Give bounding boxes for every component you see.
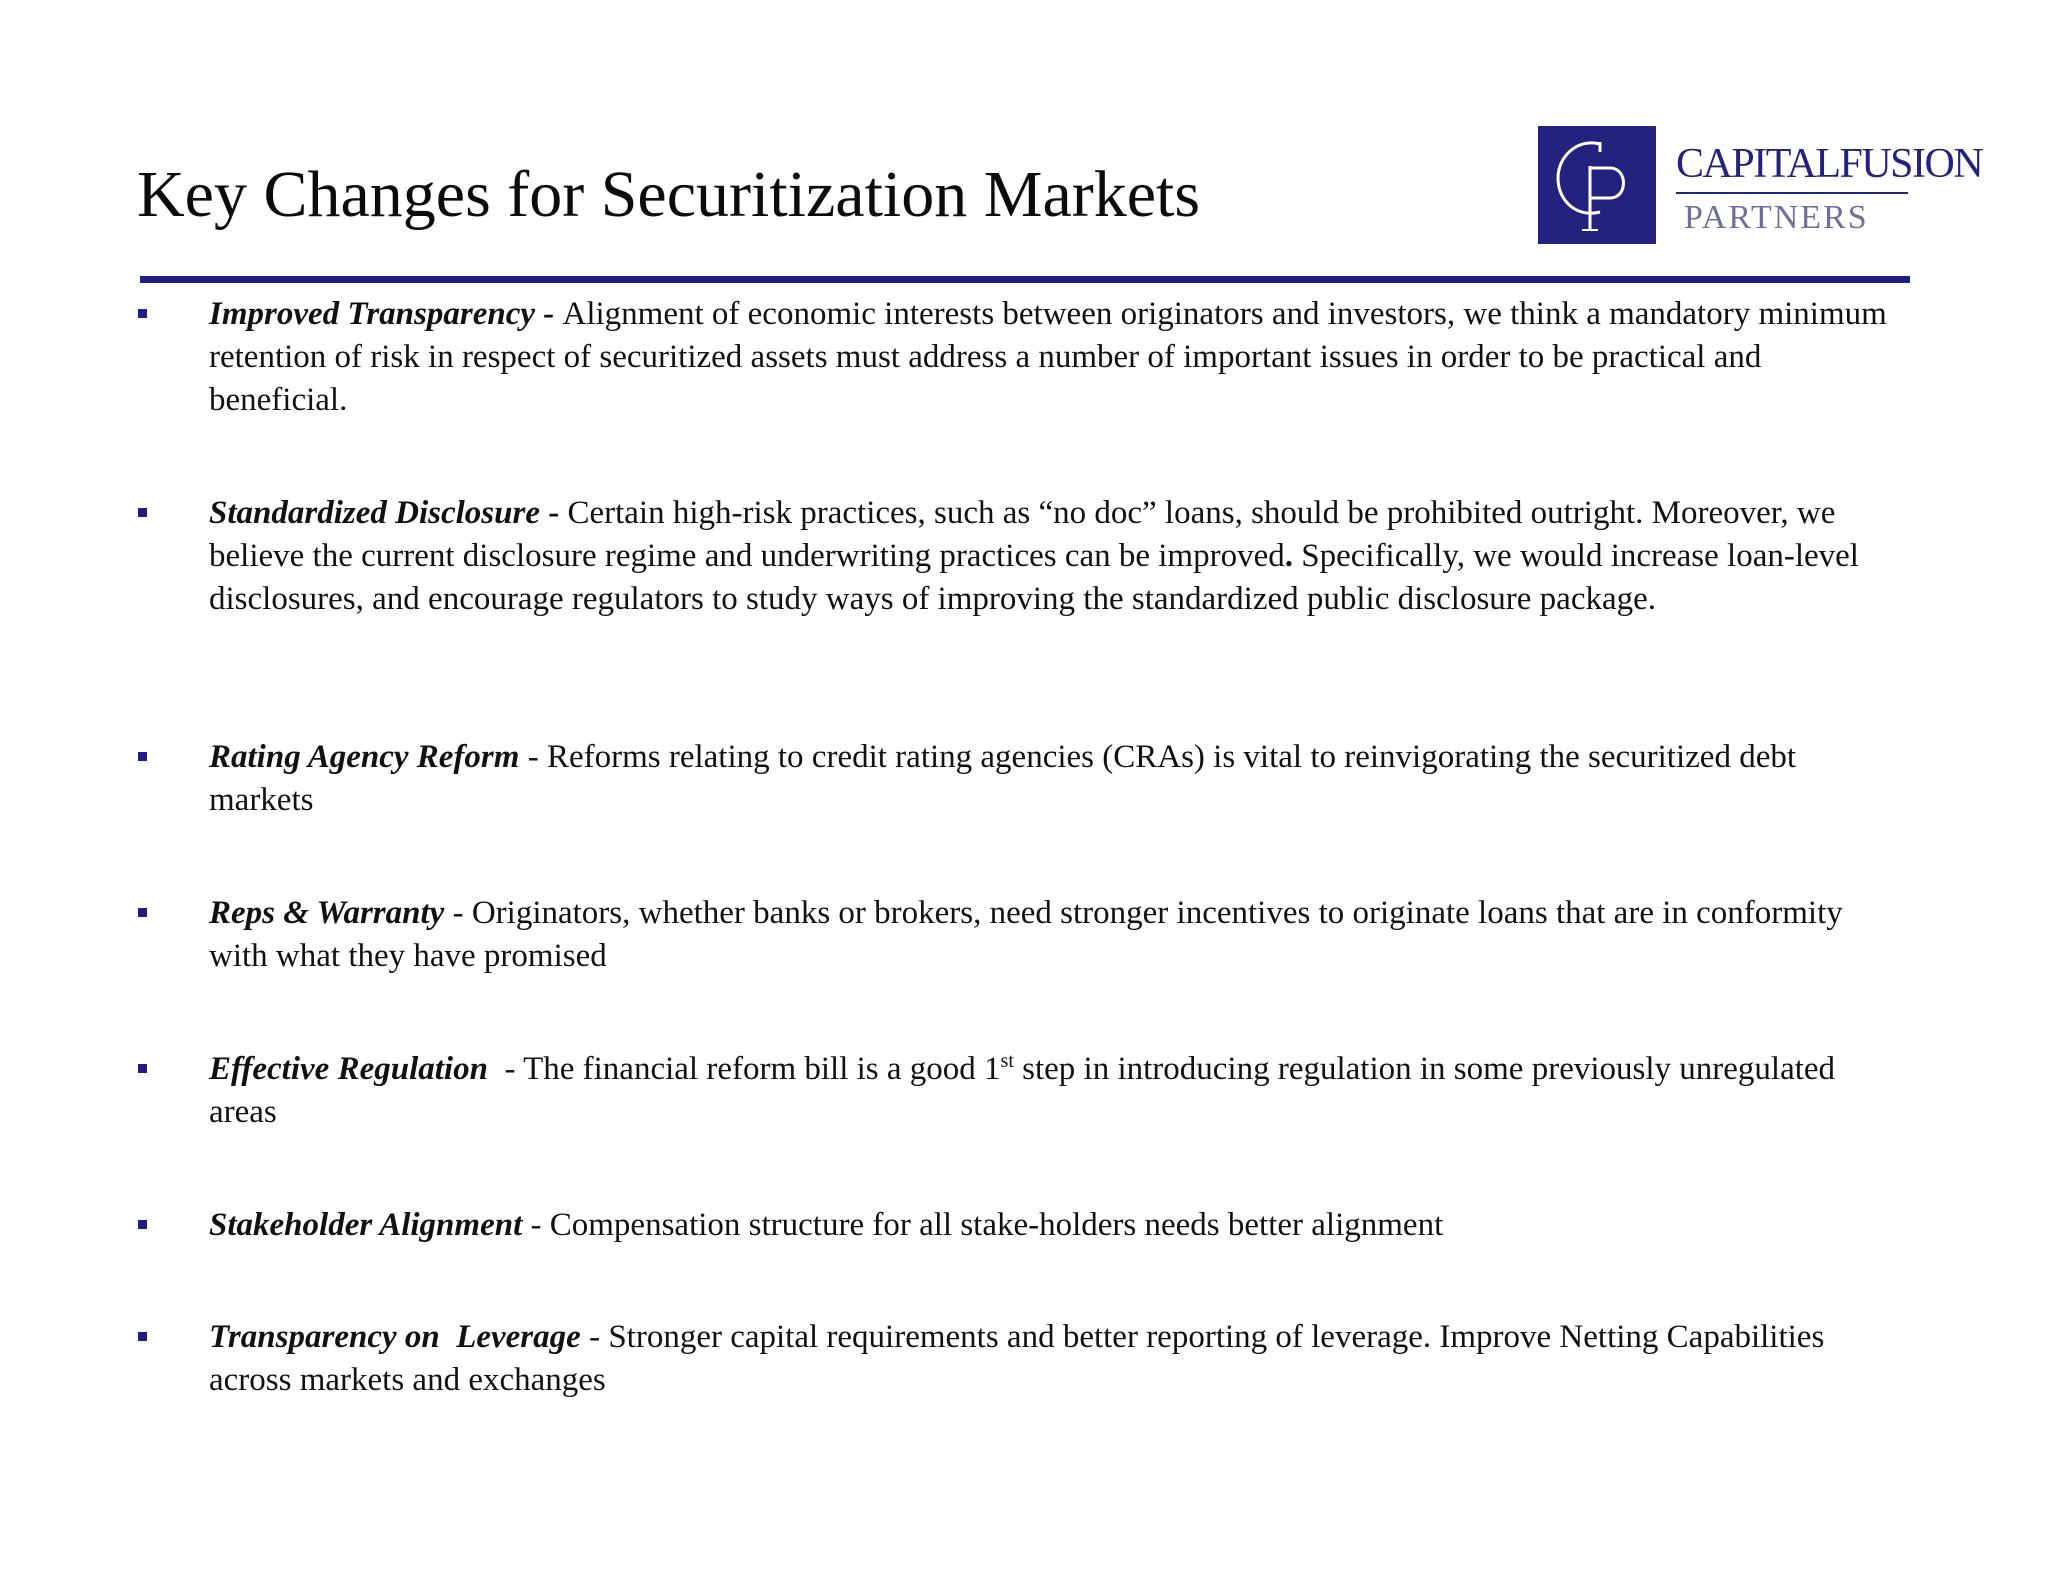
bullet-body: The financial reform bill is a good 1 bbox=[523, 1051, 1001, 1087]
bullet-body-continued: Specifically, we would increase loan-level disclosures, and encourage regulators to study ways of improving the standardized public disclosure package. bbox=[209, 538, 1859, 617]
square-bullet-icon bbox=[138, 1064, 147, 1073]
list-item bbox=[138, 293, 1898, 422]
square-bullet-icon bbox=[138, 752, 147, 761]
square-bullet-icon bbox=[138, 908, 147, 917]
list-item bbox=[138, 1048, 1898, 1134]
ordinal-suffix: st bbox=[1000, 1050, 1014, 1072]
bullet-separator: - bbox=[487, 1051, 524, 1087]
bullet-separator: - bbox=[580, 1319, 609, 1355]
bullet-body: Stronger capital requirements and better reporting of leverage. Improve Netting Capabilities across markets and exchanges bbox=[209, 1319, 1825, 1398]
bullet-text bbox=[209, 736, 1889, 822]
square-bullet-icon bbox=[138, 1332, 147, 1341]
bullet-body-continued: step in introducing regulation in some previously unregulated areas bbox=[209, 1051, 1836, 1130]
bullet-separator: - bbox=[522, 1207, 550, 1243]
bullet-text bbox=[209, 892, 1889, 978]
bullet-label: Reps & Warranty bbox=[209, 895, 445, 931]
bullet-body: Compensation structure for all stake-holders needs better alignment bbox=[549, 1207, 1444, 1243]
bullet-label: Standardized Disclosure bbox=[209, 495, 540, 531]
logo-company-subtitle: PARTNERS bbox=[1684, 199, 1869, 236]
bullet-text bbox=[209, 1048, 1889, 1134]
square-bullet-icon bbox=[138, 1220, 147, 1229]
bullet-text bbox=[209, 492, 1889, 621]
list-item bbox=[138, 892, 1898, 978]
bullet-body: Reforms relating to credit rating agencies (CRAs) is vital to reinvigorating the securitized debt markets bbox=[209, 739, 1797, 818]
square-bullet-icon bbox=[138, 508, 147, 517]
list-item bbox=[138, 492, 1898, 621]
bullet-body: Originators, whether banks or brokers, need stronger incentives to originate loans that are in conformity with what they have promised bbox=[209, 895, 1843, 974]
logo-company-name: CAPITALFUSION bbox=[1676, 141, 1983, 187]
bullet-text bbox=[209, 1204, 1889, 1247]
bullet-separator: - bbox=[444, 895, 472, 931]
page-title: Key Changes for Securitization Markets bbox=[137, 158, 1201, 231]
bullet-separator: - bbox=[539, 495, 568, 531]
list-item bbox=[138, 1204, 1898, 1247]
bullet-label: Effective Regulation bbox=[209, 1051, 488, 1087]
bullet-body: Alignment of economic interests between originators and investors, we think a mandatory minimum retention of risk in respect of securitized assets must address a number of important issues in order to be practical and beneficial. bbox=[209, 296, 1887, 418]
bullet-separator: - bbox=[519, 739, 547, 775]
bullet-separator: - bbox=[543, 296, 563, 332]
bullet-text bbox=[209, 293, 1889, 422]
bullet-label: Rating Agency Reform bbox=[209, 739, 520, 775]
bullet-label: Stakeholder Alignment bbox=[209, 1207, 523, 1243]
bullet-label: Transparency on Leverage bbox=[209, 1319, 581, 1355]
bullet-body: Certain high-risk practices, such as “no doc” loans, should be prohibited outright. Moreover, we believe the current disclosure regime and underwriting practices can be improved bbox=[209, 495, 1836, 574]
list-item bbox=[138, 1316, 1898, 1402]
bullet-text bbox=[209, 1316, 1889, 1402]
bullet-label: Improved Transparency bbox=[209, 296, 544, 332]
bullet-body-period: . bbox=[1284, 538, 1293, 574]
list-item bbox=[138, 736, 1898, 822]
square-bullet-icon bbox=[138, 309, 147, 318]
